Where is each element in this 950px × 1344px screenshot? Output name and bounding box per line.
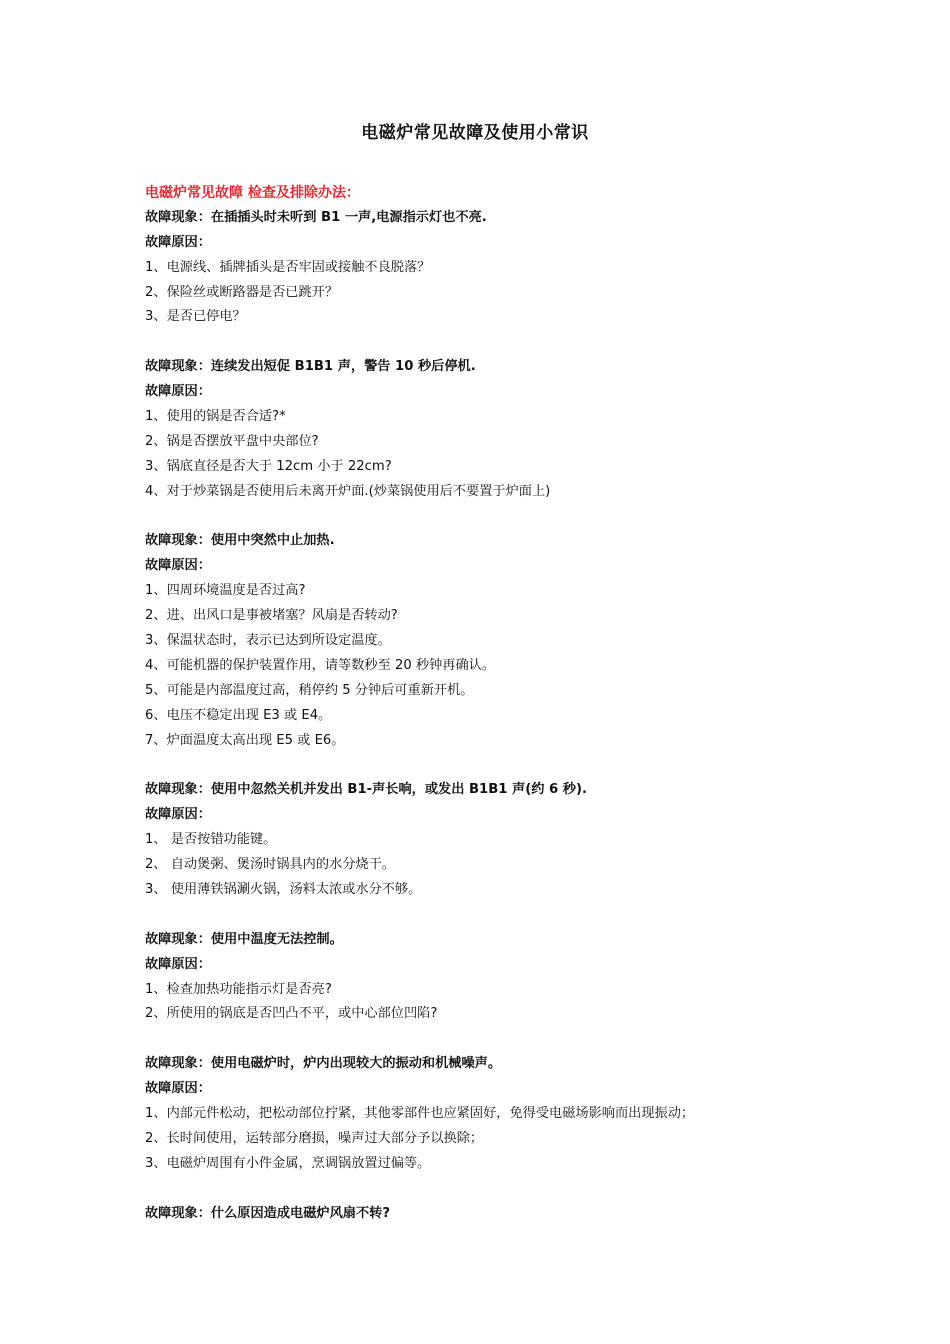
- cause-item: 3、电磁炉周围有小件金属，烹调锅放置过偏等。: [145, 1155, 431, 1171]
- cause-item: 7、炉面温度太高出现 E5 或 E6。: [145, 732, 345, 748]
- cause-item: 2、所使用的锅底是否凹凸不平，或中心部位凹陷?: [145, 1006, 438, 1022]
- cause-item: 2、进、出风口是事被堵塞？风扇是否转动?: [145, 608, 398, 624]
- cause-item: 2、保险丝或断路器是否已跳开？: [145, 284, 339, 300]
- fault-block: [145, 529, 845, 753]
- fault-symptom: 故障现象：使用电磁炉时，炉内出现较大的振动和机械噪声。: [145, 1056, 502, 1072]
- fault-symptom: 故障现象：使用中温度无法控制。: [145, 931, 343, 947]
- cause-item: 3、保温状态时，表示已达到所设定温度。: [145, 633, 391, 649]
- cause-item: 3、是否已停电？: [145, 309, 246, 325]
- section-heading: 电磁炉常见故障 检查及排除办法：: [145, 185, 360, 201]
- cause-item: 1、四周环境温度是否过高?: [145, 583, 306, 599]
- fault-block: [145, 206, 845, 330]
- cause-item: 2、长时间使用，运转部分磨损，噪声过大部分予以换除；: [145, 1130, 484, 1146]
- cause-item: 6、电压不稳定出现 E3 或 E4。: [145, 707, 332, 723]
- fault-symptom: 故障现象：使用中忽然关机并发出 B1-声长响，或发出 B1B1 声(约 6 秒).: [145, 782, 588, 798]
- fault-symptom: 故障现象：使用中突然中止加热.: [145, 533, 335, 549]
- spacer: [145, 1027, 845, 1052]
- cause-item: 1、 是否按错功能键。: [145, 832, 277, 848]
- fault-block: [145, 1202, 845, 1227]
- fault-cause-label: 故障原因：: [145, 807, 211, 823]
- spacer: [145, 505, 845, 530]
- fault-symptom: 故障现象：连续发出短促 B1B1 声，警告 10 秒后停机.: [145, 359, 476, 375]
- cause-item: 4、可能机器的保护装置作用，请等数秒至 20 秒钟再确认。: [145, 657, 496, 673]
- fault-block: [145, 355, 845, 504]
- spacer: [145, 903, 845, 928]
- cause-item: 3、 使用薄铁锅涮火锅，汤料太浓或水分不够。: [145, 881, 422, 897]
- cause-item: 2、锅是否摆放平盘中央部位?: [145, 433, 319, 449]
- fault-cause-label: 故障原因：: [145, 384, 211, 400]
- cause-item: 3、锅底直径是否大于 12cm 小于 22cm?: [145, 458, 392, 474]
- cause-item: 2、 自动煲粥、煲汤时锅具内的水分烧干。: [145, 857, 395, 873]
- fault-block: [145, 778, 845, 902]
- fault-cause-label: 故障原因：: [145, 234, 211, 250]
- fault-symptom: 故障现象：在插插头时未听到 B1 一声,电源指示灯也不亮.: [145, 209, 487, 225]
- fault-symptom: 故障现象：什么原因造成电磁炉风扇不转?: [145, 1205, 391, 1221]
- fault-cause-label: 故障原因：: [145, 1081, 211, 1097]
- cause-item: 4、对于炒菜锅是否使用后未离开炉面.(炒菜锅使用后不要置于炉面上): [145, 483, 551, 499]
- cause-item: 1、检查加热功能指示灯是否亮?: [145, 981, 332, 997]
- cause-item: 1、电源线、插牌插头是否牢固或接触不良脱落？: [145, 259, 431, 275]
- fault-cause-label: 故障原因：: [145, 956, 211, 972]
- spacer: [145, 1177, 845, 1202]
- cause-item: 1、使用的锅是否合适?*: [145, 409, 286, 425]
- page-title: 电磁炉常见故障及使用小常识: [361, 123, 589, 143]
- document-body: [145, 181, 845, 1226]
- fault-cause-label: 故障原因：: [145, 558, 211, 574]
- fault-block: [145, 1052, 845, 1176]
- spacer: [145, 753, 845, 778]
- spacer: [145, 330, 845, 355]
- cause-item: 1、内部元件松动，把松动部位拧紧，其他零部件也应紧固好，免得受电磁场影响而出现振动；: [145, 1105, 695, 1121]
- cause-item: 5、可能是内部温度过高，稍停约 5 分钟后可重新开机。: [145, 682, 474, 698]
- fault-block: [145, 928, 845, 1028]
